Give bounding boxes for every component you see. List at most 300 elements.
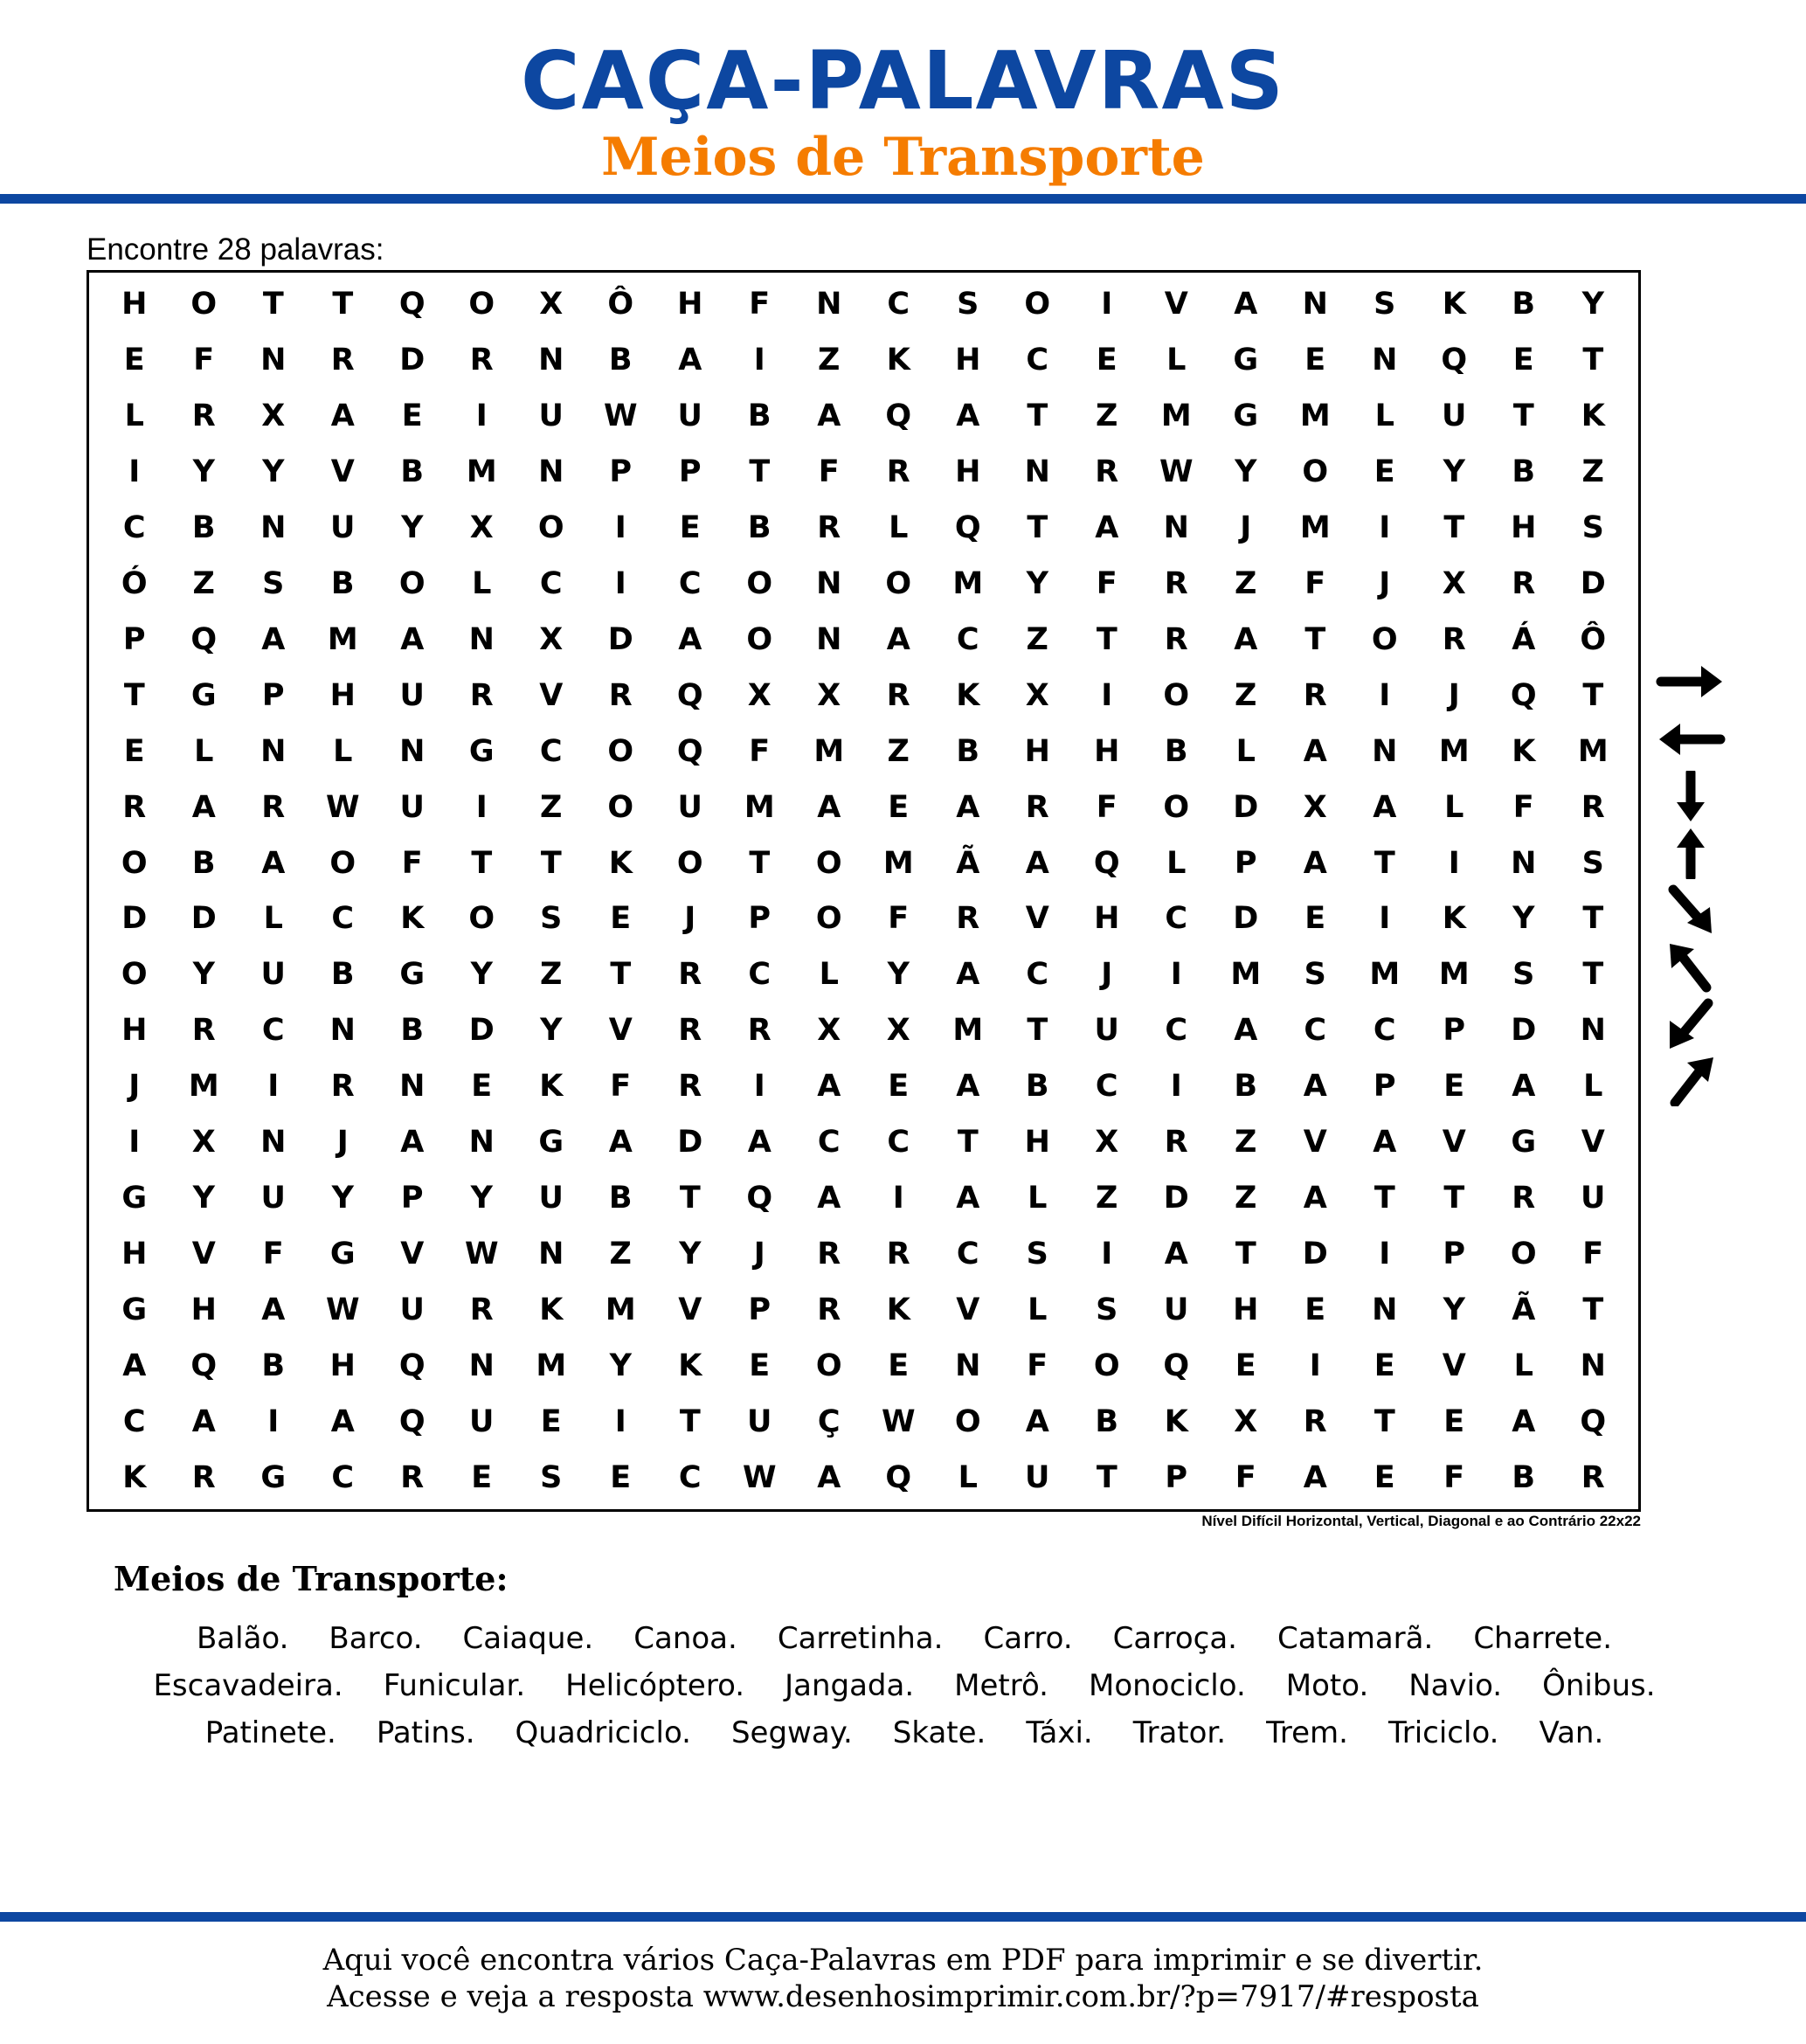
grid-cell: I <box>267 1069 280 1105</box>
grid-cell: N <box>399 733 426 769</box>
grid-cell: E <box>123 342 145 378</box>
grid-cell: N <box>260 733 287 769</box>
grid-cell: I <box>475 398 488 433</box>
grid-cell: A <box>1303 733 1327 769</box>
grid-cell: K <box>678 1348 702 1384</box>
grid-cell: H <box>955 454 981 489</box>
grid-cell: K <box>886 1292 910 1328</box>
grid-cell: W <box>325 1292 360 1328</box>
grid-cell: I <box>475 789 488 825</box>
grid-cell: E <box>1512 342 1534 378</box>
grid-cell: J <box>1379 565 1391 601</box>
grid-cell: K <box>1164 1404 1188 1440</box>
grid-cell: L <box>124 398 144 433</box>
grid-cell: I <box>1379 509 1391 545</box>
grid-cell: V <box>678 1292 702 1328</box>
grid-cell: C <box>1165 1013 1188 1049</box>
grid-cell: L <box>1028 1181 1048 1216</box>
grid-cell: T <box>610 957 632 993</box>
grid-cell: T <box>1582 342 1604 378</box>
grid-cell: O <box>398 565 426 601</box>
grid-cell: B <box>1512 454 1536 489</box>
grid-cell: J <box>684 901 696 937</box>
grid-cell: D <box>1580 565 1606 601</box>
grid-cell: I <box>614 565 626 601</box>
grid-cell: J <box>128 1069 141 1105</box>
grid-cell: E <box>1304 1292 1326 1328</box>
grid-cell: F <box>1304 565 1326 601</box>
grid-cell: O <box>329 845 356 881</box>
word-list-heading: Meios de Transporte: <box>114 1559 509 1598</box>
grid-cell: D <box>468 1013 495 1049</box>
grid-cell: U <box>677 789 702 825</box>
grid-cell: G <box>468 733 495 769</box>
grid-cell: S <box>1304 957 1326 993</box>
grid-cell: A <box>1234 286 1258 322</box>
grid-cell: E <box>888 789 910 825</box>
grid-cell: C <box>956 621 979 657</box>
grid-cell: N <box>468 1125 495 1161</box>
grid-cell: A <box>261 621 286 657</box>
grid-cell: T <box>332 286 354 322</box>
word-list-item: Patinete. <box>204 1715 336 1750</box>
grid-cell: F <box>610 1069 632 1105</box>
grid-cell: I <box>1101 1237 1113 1272</box>
grid-cell: O <box>190 286 218 322</box>
grid-cell: H <box>1511 509 1537 545</box>
grid-cell: F <box>1096 789 1118 825</box>
grid-cell: K <box>539 1069 564 1105</box>
grid-cell: G <box>260 1460 287 1495</box>
grid-cell: S <box>1026 1237 1048 1272</box>
grid-cell: R <box>1512 565 1536 601</box>
grid-cell: R <box>1164 565 1188 601</box>
grid-cell: V <box>956 1292 980 1328</box>
grid-cell: Y <box>540 1013 563 1049</box>
grid-cell: C <box>748 957 772 993</box>
grid-cell: R <box>817 1237 841 1272</box>
grid-cell: H <box>1233 1292 1259 1328</box>
grid-cell: D <box>677 1125 703 1161</box>
grid-cell: A <box>817 398 841 433</box>
grid-cell: E <box>610 1460 632 1495</box>
grid-cell: I <box>614 1404 626 1440</box>
word-list-line <box>87 1709 1721 1756</box>
grid-cell: P <box>1234 845 1257 881</box>
word-list-item: Ônibus. <box>1542 1668 1656 1703</box>
grid-cell: A <box>678 342 702 378</box>
grid-cell: T <box>540 845 562 881</box>
grid-cell: K <box>956 677 980 713</box>
grid-cell: F <box>1443 1460 1465 1495</box>
grid-cell: B <box>747 398 772 433</box>
grid-cell: B <box>330 957 355 993</box>
grid-cell: G <box>121 1292 148 1328</box>
grid-cell: G <box>121 1181 148 1216</box>
grid-cell: R <box>1581 1460 1605 1495</box>
grid-cell: A <box>261 1292 286 1328</box>
grid-cell: A <box>678 621 702 657</box>
grid-cell: E <box>1374 1460 1395 1495</box>
grid-cell: X <box>1095 1125 1119 1161</box>
grid-cell: M <box>1369 957 1401 993</box>
grid-cell: Z <box>1235 565 1257 601</box>
grid-cell: T <box>1443 1181 1465 1216</box>
grid-cell: Q <box>676 677 703 713</box>
grid-cell: Q <box>1093 845 1120 881</box>
grid-cell: V <box>191 1237 216 1272</box>
grid-cell: A <box>817 1460 841 1495</box>
grid-cell: N <box>538 342 564 378</box>
grid-cell: F <box>818 454 840 489</box>
grid-cell: A <box>1373 1125 1397 1161</box>
grid-cell: B <box>1512 1460 1536 1495</box>
grid-cell: A <box>1095 509 1119 545</box>
grid-cell: O <box>1302 454 1329 489</box>
grid-cell: A <box>1164 1237 1188 1272</box>
grid-cell: E <box>123 733 145 769</box>
grid-cell: H <box>329 1348 356 1384</box>
grid-cell: O <box>537 509 564 545</box>
grid-cell: H <box>1094 901 1120 937</box>
grid-cell: D <box>1233 789 1259 825</box>
grid-cell: E <box>401 398 423 433</box>
grid-cell: K <box>1581 398 1605 433</box>
grid-cell: L <box>1583 1069 1603 1105</box>
grid-cell: U <box>1581 1181 1606 1216</box>
grid-cell: G <box>329 1237 356 1272</box>
grid-cell: L <box>1235 733 1256 769</box>
grid-cell: N <box>1511 845 1537 881</box>
grid-cell: Z <box>818 342 841 378</box>
grid-cell: T <box>1027 1013 1048 1049</box>
grid-cell: M <box>466 454 497 489</box>
grid-cell: F <box>401 845 423 881</box>
grid-cell: R <box>330 342 355 378</box>
grid-cell: O <box>746 621 773 657</box>
grid-cell: R <box>330 1069 355 1105</box>
grid-cell: Z <box>1581 454 1604 489</box>
grid-cell: A <box>1025 1404 1049 1440</box>
grid-cell: T <box>1235 1237 1256 1272</box>
grid-cell: A <box>956 957 980 993</box>
grid-cell: N <box>260 1125 287 1161</box>
grid-cell: F <box>1235 1460 1256 1495</box>
grid-cell: O <box>121 845 148 881</box>
grid-cell: I <box>1448 845 1460 881</box>
word-list-item: Moto. <box>1285 1668 1369 1703</box>
header-divider <box>0 194 1806 204</box>
grid-cell: R <box>191 1460 216 1495</box>
grid-cell: Ó <box>121 565 148 601</box>
grid-cell: P <box>1165 1460 1188 1495</box>
word-list-item: Balão. <box>196 1621 289 1656</box>
grid-cell: Y <box>401 509 424 545</box>
grid-cell: R <box>1442 621 1466 657</box>
grid-cell: A <box>956 789 980 825</box>
grid-cell: K <box>122 1460 147 1495</box>
arrow-up-right-icon <box>1656 1054 1726 1106</box>
grid-cell: K <box>539 1292 564 1328</box>
grid-cell: I <box>1379 1237 1391 1272</box>
grid-cell: U <box>1164 1292 1189 1328</box>
grid-cell: R <box>469 1292 494 1328</box>
grid-cell: H <box>121 286 148 322</box>
grid-cell: O <box>1024 286 1051 322</box>
grid-cell: A <box>1303 1069 1327 1105</box>
grid-cell: Q <box>398 1348 426 1384</box>
grid-cell: S <box>1374 286 1396 322</box>
grid-cell: Q <box>190 1348 218 1384</box>
word-list-item: Carroça. <box>1112 1621 1237 1656</box>
grid-cell: N <box>1163 509 1189 545</box>
grid-cell: P <box>1443 1237 1466 1272</box>
grid-cell: B <box>608 1181 633 1216</box>
grid-cell: E <box>1374 1348 1395 1384</box>
grid-cell: B <box>1095 1404 1119 1440</box>
grid-cell: N <box>260 509 287 545</box>
grid-cell: A <box>1303 845 1327 881</box>
grid-cell: V <box>1581 1125 1605 1161</box>
word-list-item: Barco. <box>329 1621 423 1656</box>
grid-cell: K <box>1512 733 1536 769</box>
grid-cell: H <box>121 1237 148 1272</box>
grid-cell: U <box>399 1292 425 1328</box>
grid-cell: S <box>1581 509 1604 545</box>
grid-cell: D <box>607 621 633 657</box>
arrow-up-left-icon <box>1656 940 1726 993</box>
grid-cell: D <box>399 342 426 378</box>
grid-cell: O <box>121 957 148 993</box>
grid-cell: D <box>1302 1237 1328 1272</box>
grid-cell: M <box>813 733 845 769</box>
word-list-item: Escavadeira. <box>153 1668 343 1703</box>
grid-cell: X <box>817 677 841 713</box>
page-title: CAÇA-PALAVRAS <box>521 34 1285 128</box>
grid-cell: N <box>1372 733 1398 769</box>
grid-cell: P <box>748 901 772 937</box>
grid-cell: C <box>1026 342 1049 378</box>
grid-cell: A <box>191 1404 216 1440</box>
grid-cell: D <box>1511 1013 1537 1049</box>
grid-cell: A <box>400 621 425 657</box>
grid-cell: Y <box>1581 286 1604 322</box>
word-list-item: Quadriciclo. <box>515 1715 691 1750</box>
grid-cell: U <box>330 509 356 545</box>
grid-cell: R <box>886 454 910 489</box>
arrow-down-right-icon <box>1656 884 1726 937</box>
grid-cell: N <box>1580 1348 1606 1384</box>
grid-cell: Y <box>262 454 285 489</box>
grid-cell: O <box>954 1404 981 1440</box>
grid-cell: M <box>327 621 358 657</box>
grid-cell: J <box>1448 677 1460 713</box>
grid-cell: I <box>1170 1069 1182 1105</box>
grid-cell: T <box>679 1404 701 1440</box>
grid-cell: O <box>885 565 912 601</box>
difficulty-note: Nível Difícil Horizontal, Vertical, Diagonal e ao Contrário 22x22 <box>1201 1513 1641 1529</box>
grid-cell: F <box>1096 565 1118 601</box>
grid-cell: P <box>678 454 702 489</box>
grid-cell: C <box>1095 1069 1118 1105</box>
grid-cell: S <box>540 1460 563 1495</box>
grid-cell: Y <box>192 1181 215 1216</box>
grid-cell: C <box>539 733 563 769</box>
grid-cell: M <box>1160 398 1192 433</box>
word-list-item: Navio. <box>1408 1668 1503 1703</box>
grid-cell: M <box>1299 509 1331 545</box>
word-list-item: Trem. <box>1266 1715 1348 1750</box>
grid-cell: W <box>464 1237 499 1272</box>
grid-cell: G <box>399 957 426 993</box>
grid-cell: G <box>1233 398 1259 433</box>
grid-cell: M <box>952 565 984 601</box>
grid-cell: A <box>817 789 841 825</box>
grid-cell: A <box>1303 1181 1327 1216</box>
grid-cell: A <box>1373 789 1397 825</box>
grid-cell: O <box>815 1348 842 1384</box>
grid-cell: Q <box>1580 1404 1607 1440</box>
grid-cell: U <box>399 677 425 713</box>
arrow-right-icon <box>1656 655 1726 708</box>
word-list-item: Funicular. <box>383 1668 526 1703</box>
grid-cell: Z <box>1235 1181 1257 1216</box>
grid-cell: C <box>887 1125 910 1161</box>
grid-cell: B <box>330 565 355 601</box>
grid-cell: N <box>1372 1292 1398 1328</box>
grid-cell: X <box>539 621 564 657</box>
grid-cell: H <box>955 342 981 378</box>
grid-cell: Z <box>1235 1125 1257 1161</box>
grid-cell: G <box>1233 342 1259 378</box>
grid-cell: H <box>190 1292 217 1328</box>
grid-cell: X <box>1025 677 1049 713</box>
grid-cell: Y <box>470 957 493 993</box>
grid-cell: Z <box>540 957 563 993</box>
grid-cell: U <box>538 1181 564 1216</box>
grid-cell: T <box>123 677 145 713</box>
grid-cell: U <box>1025 1460 1050 1495</box>
grid-cell: H <box>1094 733 1120 769</box>
grid-cell: B <box>1164 733 1188 769</box>
grid-cell: L <box>1513 1348 1533 1384</box>
grid-cell: K <box>886 342 910 378</box>
grid-cell: Y <box>331 1181 354 1216</box>
grid-cell: Ç <box>817 1404 841 1440</box>
grid-cell: L <box>472 565 492 601</box>
grid-cell: L <box>194 733 214 769</box>
grid-cell: P <box>122 621 146 657</box>
grid-cell: I <box>128 1125 141 1161</box>
grid-cell: T <box>1512 398 1534 433</box>
footer-line-2: Acesse e veja a resposta www.desenhosimprimir.com.br/?p=7917/#resposta <box>327 1979 1479 2014</box>
grid-cell: A <box>817 1069 841 1105</box>
grid-cell: A <box>400 1125 425 1161</box>
grid-cell: O <box>1163 677 1190 713</box>
grid-cell: U <box>260 957 286 993</box>
grid-cell: W <box>1159 454 1194 489</box>
grid-cell: E <box>1096 342 1118 378</box>
grid-cell: R <box>886 677 910 713</box>
grid-cell: R <box>817 509 841 545</box>
grid-cell: Ô <box>1580 621 1607 657</box>
grid-cell: I <box>128 454 141 489</box>
grid-cell: S <box>957 286 979 322</box>
grid-cell: M <box>1230 957 1262 993</box>
grid-cell: R <box>1512 1181 1536 1216</box>
grid-cell: D <box>1233 901 1259 937</box>
grid-cell: A <box>608 1125 633 1161</box>
grid-cell: L <box>819 957 839 993</box>
grid-cell: W <box>603 398 638 433</box>
grid-cell: C <box>122 1404 146 1440</box>
grid-cell: P <box>1373 1069 1396 1105</box>
grid-cell: Z <box>1096 398 1118 433</box>
grid-cell: Ô <box>607 286 634 322</box>
grid-cell: W <box>325 789 360 825</box>
grid-cell: M <box>536 1348 567 1384</box>
grid-cell: I <box>892 1181 904 1216</box>
grid-cell: L <box>333 733 353 769</box>
grid-cell: C <box>1373 1013 1396 1049</box>
grid-cell: E <box>471 1460 493 1495</box>
grid-cell: B <box>1512 286 1536 322</box>
grid-cell: M <box>1299 398 1331 433</box>
grid-cell: Q <box>676 733 703 769</box>
grid-cell: X <box>191 1125 216 1161</box>
grid-cell: F <box>749 733 771 769</box>
grid-cell: T <box>1096 1460 1118 1495</box>
grid-cell: I <box>753 1069 765 1105</box>
footer <box>0 1942 1806 2015</box>
grid-cell: P <box>609 454 633 489</box>
grid-cell: Y <box>192 454 215 489</box>
word-list-item: Metrô. <box>954 1668 1048 1703</box>
grid-cell: X <box>539 286 564 322</box>
grid-cell: E <box>1235 1348 1256 1384</box>
grid-cell: O <box>1371 621 1398 657</box>
grid-cell: D <box>1163 1181 1189 1216</box>
grid-cell: Z <box>609 1237 632 1272</box>
grid-cell: R <box>1164 1125 1188 1161</box>
word-list-item: Helicóptero. <box>565 1668 745 1703</box>
grid-cell: Y <box>192 957 215 993</box>
grid-cell: X <box>1442 565 1466 601</box>
grid-cell: Q <box>398 1404 426 1440</box>
word-list-item: Skate. <box>892 1715 986 1750</box>
grid-cell: R <box>956 901 980 937</box>
word-list-item: Segway. <box>730 1715 853 1750</box>
grid-cell: C <box>1026 957 1049 993</box>
grid-cell: T <box>1096 621 1118 657</box>
grid-cell: T <box>749 845 771 881</box>
grid-cell: L <box>958 1460 978 1495</box>
grid-cell: O <box>468 286 495 322</box>
grid-cell: W <box>881 1404 916 1440</box>
grid-cell: R <box>1025 789 1049 825</box>
grid-cell: J <box>753 1237 765 1272</box>
grid-cell: F <box>888 901 910 937</box>
word-list-item: Monociclo. <box>1088 1668 1246 1703</box>
grid-cell: V <box>1442 1125 1466 1161</box>
grid-cell: R <box>261 789 286 825</box>
grid-cell: R <box>678 957 702 993</box>
grid-cell: O <box>1510 1237 1537 1272</box>
grid-cell: Q <box>398 286 426 322</box>
grid-cell: C <box>956 1237 979 1272</box>
grid-cell: S <box>1096 1292 1118 1328</box>
grid-cell: T <box>1582 901 1604 937</box>
